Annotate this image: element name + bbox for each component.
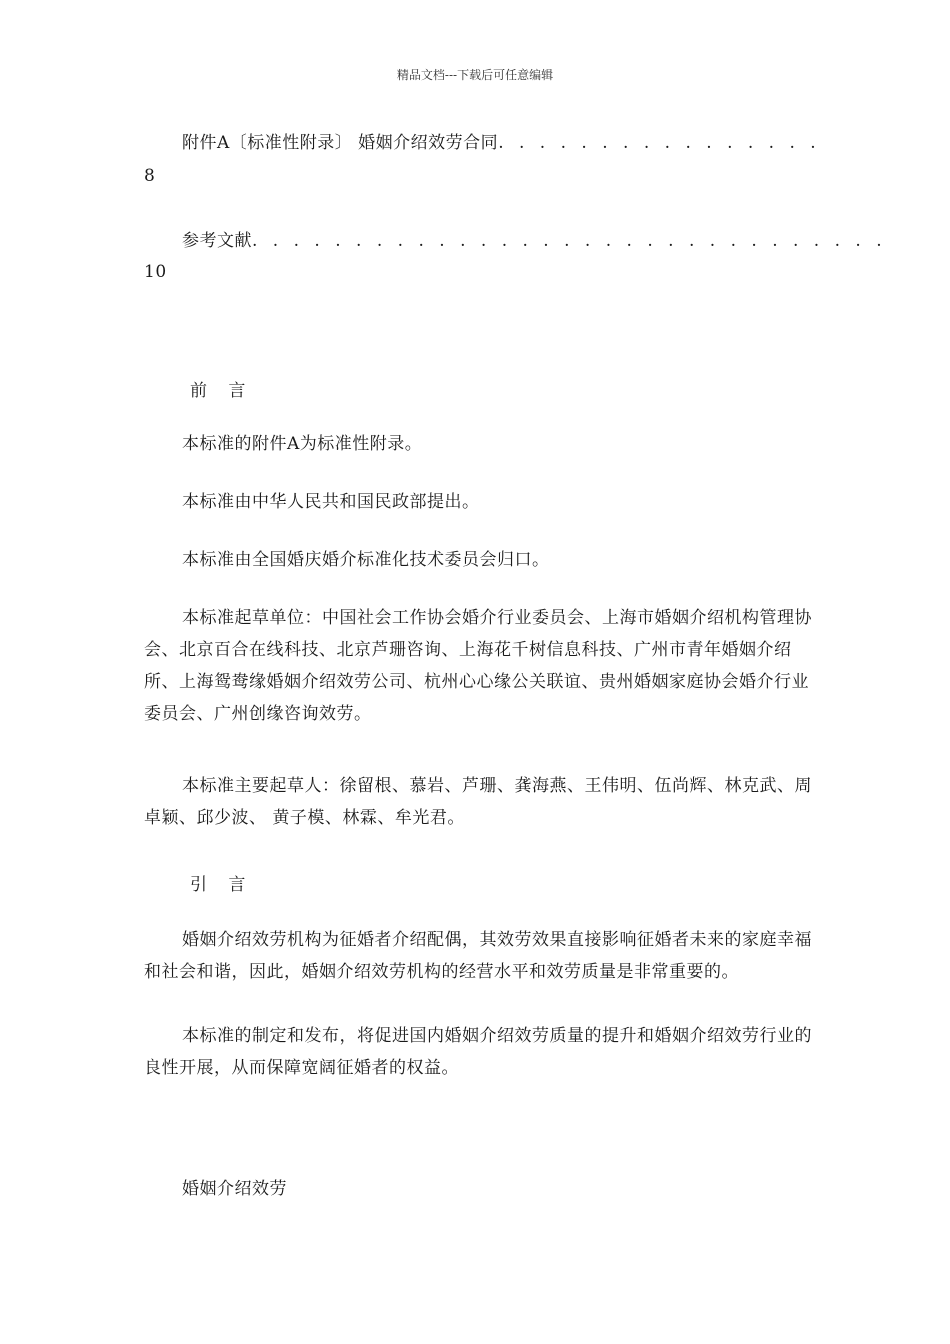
intro-paragraph: 婚姻介绍效劳机构为征婚者介绍配偶，其效劳效果直接影响征婚者未来的家庭幸福和社会和谐，因此，婚姻介绍效劳机构的经营水平和效劳质量是非常重要的。 [144,930,812,982]
toc-page-number: 8 [144,166,156,186]
toc-label: 参考文献 [182,231,252,251]
toc-dots: . . . . . . . . . . . . . . . . [498,133,821,153]
section-title: 婚姻介绍效劳 [182,1179,287,1199]
toc-label: 附件A〔标准性附录〕 婚姻介绍效劳合同 [182,133,499,153]
toc-dots: . . . . . . . . . . . . . . . . . . . . . . . . . . . . . . . [252,231,887,251]
foreword-drafters: 本标准主要起草人：徐留根、慕岩、芦珊、龚海燕、王伟明、伍尚辉、林克武、周卓颖、邱少波、 黄子模、林霖、牟光君。 [144,776,812,828]
toc-entry-appendix[interactable] [182,128,821,153]
intro-heading: 引 言 [190,875,254,895]
foreword-heading: 前 言 [190,381,254,401]
foreword-paragraph: 本标准的附件A为标准性附录。 [182,434,423,454]
page-header: 精品文档---下载后可任意编辑 [396,68,554,82]
foreword-paragraph: 本标准由全国婚庆婚介标准化技术委员会归口。 [182,550,550,570]
toc-page-number: 10 [144,262,167,282]
toc-entry-references[interactable] [182,226,887,251]
foreword-paragraph: 本标准由中华人民共和国民政部提出。 [182,492,480,512]
intro-paragraph: 本标准的制定和发布，将促进国内婚姻介绍效劳质量的提升和婚姻介绍效劳行业的良性开展，从而保障宽阔征婚者的权益。 [144,1026,812,1078]
foreword-drafting-units: 本标准起草单位：中国社会工作协会婚介行业委员会、上海市婚姻介绍机构管理协会、北京百合在线科技、北京芦珊咨询、上海花千树信息科技、广州市青年婚姻介绍所、上海鸳鸯缘婚姻介绍效劳公司、杭州心心缘公关联谊、贵州婚姻家庭协会婚介行业委员会、广州创缘咨询效劳。 [144,608,812,724]
